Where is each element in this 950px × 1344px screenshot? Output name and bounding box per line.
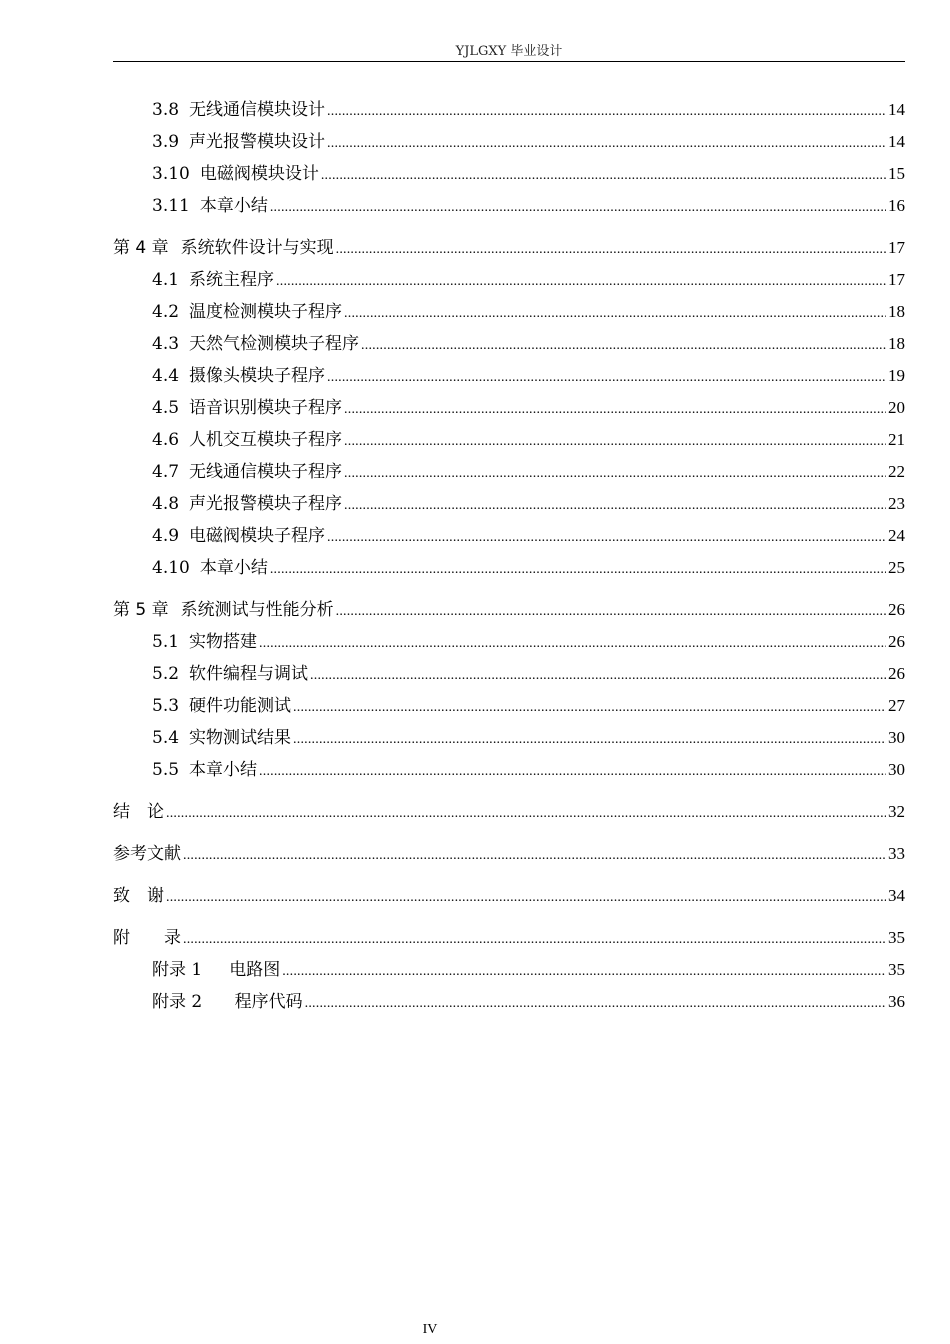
toc-entry-page: 26 [888, 600, 905, 619]
toc-entry-title: 致 谢 [113, 886, 164, 906]
toc-entry-number: 4.5 [152, 398, 180, 418]
toc-chapter-entry[interactable] [113, 838, 905, 870]
dot-leader [282, 956, 886, 988]
toc-entry-number: 4.3 [152, 334, 180, 354]
toc-entry-title: 声光报警模块设计 [189, 132, 326, 152]
dot-leader [327, 96, 886, 128]
toc-entry-number: 4.1 [152, 270, 180, 290]
toc-chapter-entry[interactable] [113, 232, 905, 264]
toc-entry-title: 实物测试结果 [189, 728, 292, 748]
toc-entry-page: 24 [888, 526, 905, 545]
toc-entry-number: 4.4 [152, 366, 180, 386]
toc-section-entry[interactable] [113, 488, 905, 520]
toc-section-entry[interactable] [113, 456, 905, 488]
toc-entry-number: 附录 2 [152, 992, 203, 1012]
toc-entry-page: 30 [888, 760, 905, 779]
toc-entry-page: 35 [888, 928, 905, 947]
toc-section-entry[interactable] [113, 94, 905, 126]
toc-entry-title: 参考文献 [113, 844, 181, 864]
dot-leader [344, 298, 886, 330]
toc-entry-title: 电磁阀模块子程序 [189, 526, 326, 546]
dot-leader [327, 362, 886, 394]
toc-entry-number: 4.2 [152, 302, 180, 322]
toc-entry-page: 21 [888, 430, 905, 449]
dot-leader [344, 458, 886, 490]
dot-leader [293, 692, 886, 724]
toc-chapter-entry[interactable] [113, 796, 905, 828]
toc-section-entry[interactable] [113, 360, 905, 392]
toc-entry-title: 温度检测模块子程序 [189, 302, 343, 322]
toc-entry-number: 3.10 [152, 164, 190, 184]
toc-entry-title: 人机交互模块子程序 [189, 430, 343, 450]
toc-entry-title: 声光报警模块子程序 [189, 494, 343, 514]
toc-entry-number: 3.11 [152, 196, 190, 216]
dot-leader [259, 756, 886, 788]
dot-leader [270, 192, 886, 224]
toc-entry-page: 16 [888, 196, 905, 215]
toc-section-entry[interactable] [113, 190, 905, 222]
toc-entry-number: 4.6 [152, 430, 180, 450]
toc-entry-page: 36 [888, 992, 905, 1011]
toc-entry-page: 26 [888, 664, 905, 683]
toc-entry-title: 硬件功能测试 [189, 696, 292, 716]
toc-section-entry[interactable] [113, 690, 905, 722]
toc-entry-title: 附 录 [113, 928, 181, 948]
toc-entry-title: 摄像头模块子程序 [189, 366, 326, 386]
toc-entry-title: 程序代码 [212, 992, 303, 1012]
toc-entry-title: 无线通信模块子程序 [189, 462, 343, 482]
page-header: YJLGXY 毕业设计 [455, 44, 563, 59]
dot-leader [321, 160, 886, 192]
toc-entry-title: 软件编程与调试 [189, 664, 309, 684]
toc-entry-number: 5.4 [152, 728, 180, 748]
dot-leader [361, 330, 886, 362]
toc-section-entry[interactable] [113, 126, 905, 158]
toc-entry-number: 4.10 [152, 558, 190, 578]
toc-entry-number: 5.3 [152, 696, 180, 716]
toc-entry-page: 22 [888, 462, 905, 481]
dot-leader [327, 128, 886, 160]
toc-entry-number: 5.2 [152, 664, 180, 684]
toc-entry-number: 3.9 [152, 132, 180, 152]
toc-entry-title: 本章小结 [199, 196, 268, 216]
dot-leader [166, 798, 886, 830]
dot-leader [336, 234, 886, 266]
dot-leader [344, 426, 886, 458]
toc-entry-page: 35 [888, 960, 905, 979]
toc-entry-page: 33 [888, 844, 905, 863]
toc-chapter-entry[interactable] [113, 594, 905, 626]
toc-section-entry[interactable] [113, 158, 905, 190]
dot-leader [327, 522, 886, 554]
page-number: IV [422, 1322, 438, 1337]
header-divider [113, 61, 905, 62]
dot-leader [310, 660, 886, 692]
toc-entry-title: 无线通信模块设计 [189, 100, 326, 120]
toc-entry-page: 14 [888, 132, 905, 151]
dot-leader [276, 266, 886, 298]
toc-entry-number: 3.8 [152, 100, 180, 120]
dot-leader [166, 882, 886, 914]
toc-entry-number: 5.1 [152, 632, 180, 652]
toc-section-entry[interactable] [113, 626, 905, 658]
toc-entry-page: 18 [888, 302, 905, 321]
dot-leader [183, 840, 886, 872]
toc-entry-title: 实物搭建 [189, 632, 258, 652]
toc-entry-number: 第 4 章 [113, 238, 169, 258]
toc-section-entry[interactable] [113, 424, 905, 456]
toc-section-entry[interactable] [113, 954, 905, 986]
toc-entry-title: 电路图 [212, 960, 281, 980]
toc-entry-title: 本章小结 [199, 558, 268, 578]
toc-section-entry[interactable] [113, 986, 905, 1018]
dot-leader [293, 724, 886, 756]
toc-section-entry[interactable] [113, 392, 905, 424]
toc-entry-title: 结 论 [113, 802, 164, 822]
toc-section-entry[interactable] [113, 296, 905, 328]
toc-entry-title: 系统主程序 [189, 270, 275, 290]
toc-entry-number: 附录 1 [152, 960, 203, 980]
toc-entry-title: 天然气检测模块子程序 [189, 334, 360, 354]
dot-leader [270, 554, 886, 586]
dot-leader [183, 924, 886, 956]
toc-entry-page: 17 [888, 270, 905, 289]
dot-leader [344, 394, 886, 426]
toc-section-entry[interactable] [113, 264, 905, 296]
toc-entry-page: 25 [888, 558, 905, 577]
toc-entry-page: 17 [888, 238, 905, 257]
toc-entry-page: 26 [888, 632, 905, 651]
toc-entry-title: 系统软件设计与实现 [180, 238, 334, 258]
toc-entry-title: 语音识别模块子程序 [189, 398, 343, 418]
toc-entry-page: 30 [888, 728, 905, 747]
toc-entry-page: 14 [888, 100, 905, 119]
toc-entry-title: 本章小结 [189, 760, 258, 780]
toc-entry-number: 4.7 [152, 462, 180, 482]
toc-entry-page: 32 [888, 802, 905, 821]
dot-leader [344, 490, 886, 522]
dot-leader [259, 628, 886, 660]
toc-entry-page: 18 [888, 334, 905, 353]
toc-entry-title: 系统测试与性能分析 [180, 600, 334, 620]
toc-entry-number: 4.9 [152, 526, 180, 546]
toc-entry-title: 电磁阀模块设计 [199, 164, 319, 184]
dot-leader [305, 988, 886, 1020]
toc-entry-number: 4.8 [152, 494, 180, 514]
dot-leader [336, 596, 886, 628]
toc-entry-number: 第 5 章 [113, 600, 169, 620]
toc-section-entry[interactable] [113, 722, 905, 754]
toc-entry-page: 20 [888, 398, 905, 417]
toc-entry-page: 34 [888, 886, 905, 905]
toc-section-entry[interactable] [113, 520, 905, 552]
toc-chapter-entry[interactable] [113, 922, 905, 954]
toc-section-entry[interactable] [113, 658, 905, 690]
toc-entry-number: 5.5 [152, 760, 180, 780]
toc-section-entry[interactable] [113, 552, 905, 584]
toc-entry-page: 15 [888, 164, 905, 183]
toc-entry-page: 23 [888, 494, 905, 513]
toc-entry-page: 27 [888, 696, 905, 715]
toc-chapter-entry[interactable] [113, 880, 905, 912]
toc-entry-page: 19 [888, 366, 905, 385]
table-of-contents [113, 94, 905, 1018]
toc-section-entry[interactable] [113, 754, 905, 786]
toc-section-entry[interactable] [113, 328, 905, 360]
